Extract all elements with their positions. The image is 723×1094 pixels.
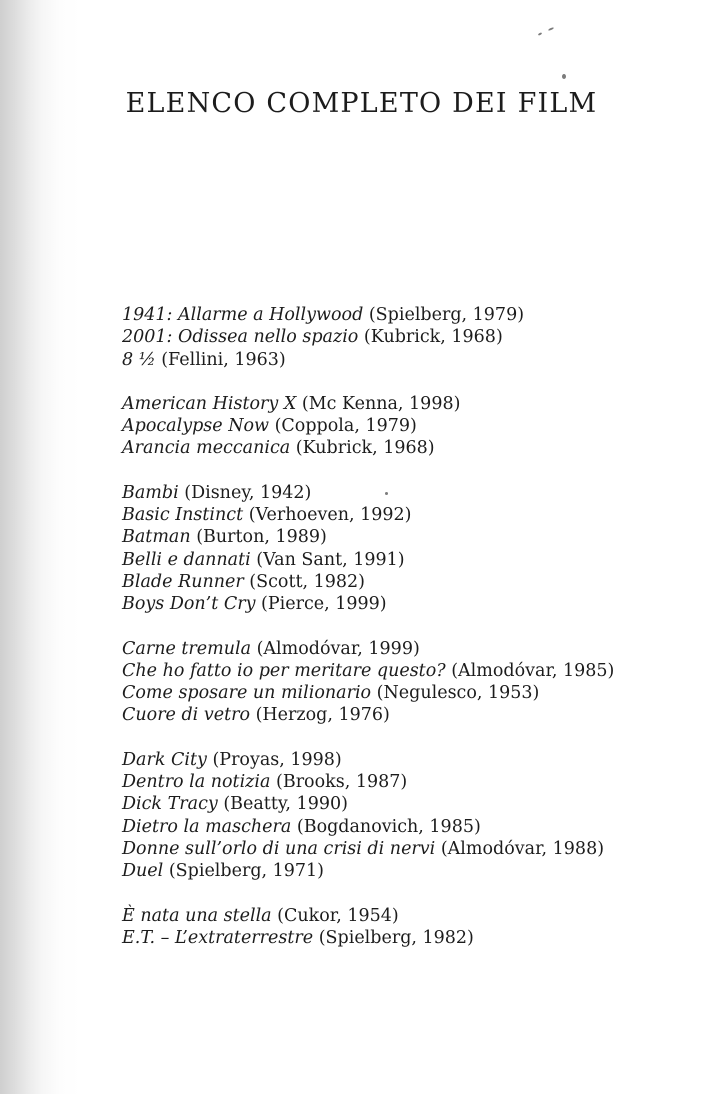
film-entry	[122, 437, 702, 459]
film-entry	[122, 349, 702, 371]
film-title: 2001: Odissea nello spazio	[122, 327, 359, 348]
film-credit: (Proyas, 1998)	[206, 749, 342, 770]
film-credit: (Scott, 1982)	[243, 571, 366, 592]
film-entry	[122, 304, 702, 326]
film-title: Dark City	[122, 749, 207, 770]
film-entry	[122, 749, 702, 771]
film-entry	[122, 660, 702, 682]
film-title: American History X	[122, 393, 297, 414]
film-group	[122, 749, 702, 883]
film-group	[122, 638, 702, 727]
film-title: Belli e dannati	[122, 549, 251, 570]
film-credit: (Negulesco, 1953)	[371, 683, 540, 704]
film-title: Batman	[122, 527, 191, 548]
film-credit: (Coppola, 1979)	[269, 416, 417, 437]
film-entry	[122, 482, 702, 504]
film-credit: (Herzog, 1976)	[250, 705, 390, 726]
film-title: Basic Instinct	[122, 505, 244, 526]
film-credit: (Disney, 1942)	[178, 482, 312, 503]
film-entry	[122, 504, 702, 526]
film-title: 1941: Allarme a Hollywood	[122, 305, 364, 325]
film-credit: (Kubrick, 1968)	[290, 438, 435, 459]
ink-speck	[562, 74, 566, 79]
film-title: È nata una stella	[122, 905, 272, 926]
film-entry	[122, 905, 702, 927]
ink-speck	[538, 32, 542, 36]
film-title: Come sposare un milionario	[122, 683, 372, 704]
film-entry	[122, 638, 702, 660]
film-title: Apocalypse Now	[122, 416, 270, 437]
film-group	[122, 393, 702, 460]
film-entry	[122, 860, 702, 882]
film-credit: (Spielberg, 1971)	[163, 861, 325, 882]
film-entry	[122, 793, 702, 815]
film-title: Dentro la notizia	[122, 772, 271, 793]
film-credit: (Van Sant, 1991)	[250, 549, 405, 570]
film-title: Carne tremula	[122, 638, 252, 659]
film-title: Duel	[122, 861, 164, 882]
film-credit: (Pierce, 1999)	[255, 594, 387, 615]
film-entry	[122, 593, 702, 615]
film-title: Dietro la maschera	[122, 816, 292, 837]
film-credit: (Mc Kenna, 1998)	[296, 393, 461, 414]
film-title: Blade Runner	[122, 571, 244, 592]
film-credit: (Beatty, 1990)	[217, 794, 348, 815]
film-credit: (Brooks, 1987)	[270, 772, 408, 793]
film-entry	[122, 549, 702, 571]
film-credit: (Almodóvar, 1999)	[251, 638, 420, 659]
film-title: 8 ½	[122, 349, 156, 370]
film-entry	[122, 571, 702, 593]
film-title: Bambi	[122, 482, 179, 503]
film-title: Cuore di vetro	[122, 705, 251, 726]
film-title: Dick Tracy	[122, 794, 218, 815]
film-entry	[122, 838, 702, 860]
film-credit: (Spielberg, 1979)	[363, 305, 525, 325]
film-credit: (Almodóvar, 1985)	[445, 660, 615, 681]
film-credit: (Almodóvar, 1988)	[435, 838, 605, 859]
film-entry	[122, 771, 702, 793]
film-group	[122, 905, 702, 950]
film-entry	[122, 927, 702, 949]
film-title: Arancia meccanica	[122, 438, 291, 459]
film-entry	[122, 704, 702, 726]
film-list	[122, 304, 702, 971]
film-title: Donne sull’orlo di una crisi di nervi	[122, 838, 436, 859]
film-entry	[122, 393, 702, 415]
film-credit: (Verhoeven, 1992)	[243, 505, 412, 526]
film-title: Boys Don’t Cry	[122, 594, 256, 615]
film-title: Che ho fatto io per meritare questo?	[122, 660, 446, 681]
film-credit: (Spielberg, 1982)	[313, 927, 474, 948]
film-credit: (Cukor, 1954)	[271, 905, 399, 926]
film-entry	[122, 682, 702, 704]
film-credit: (Kubrick, 1968)	[358, 327, 503, 348]
film-entry	[122, 415, 702, 437]
film-group	[122, 304, 702, 371]
film-credit: (Bogdanovich, 1985)	[291, 816, 481, 837]
film-entry	[122, 816, 702, 838]
film-group	[122, 482, 702, 616]
film-credit: (Fellini, 1963)	[155, 349, 286, 370]
ink-speck	[548, 27, 554, 31]
film-title: E.T. – L’extraterrestre	[122, 927, 314, 948]
page-title: ELENCO COMPLETO DEI FILM	[125, 88, 598, 119]
film-credit: (Burton, 1989)	[190, 527, 327, 548]
film-entry	[122, 526, 702, 548]
film-entry	[122, 326, 702, 348]
